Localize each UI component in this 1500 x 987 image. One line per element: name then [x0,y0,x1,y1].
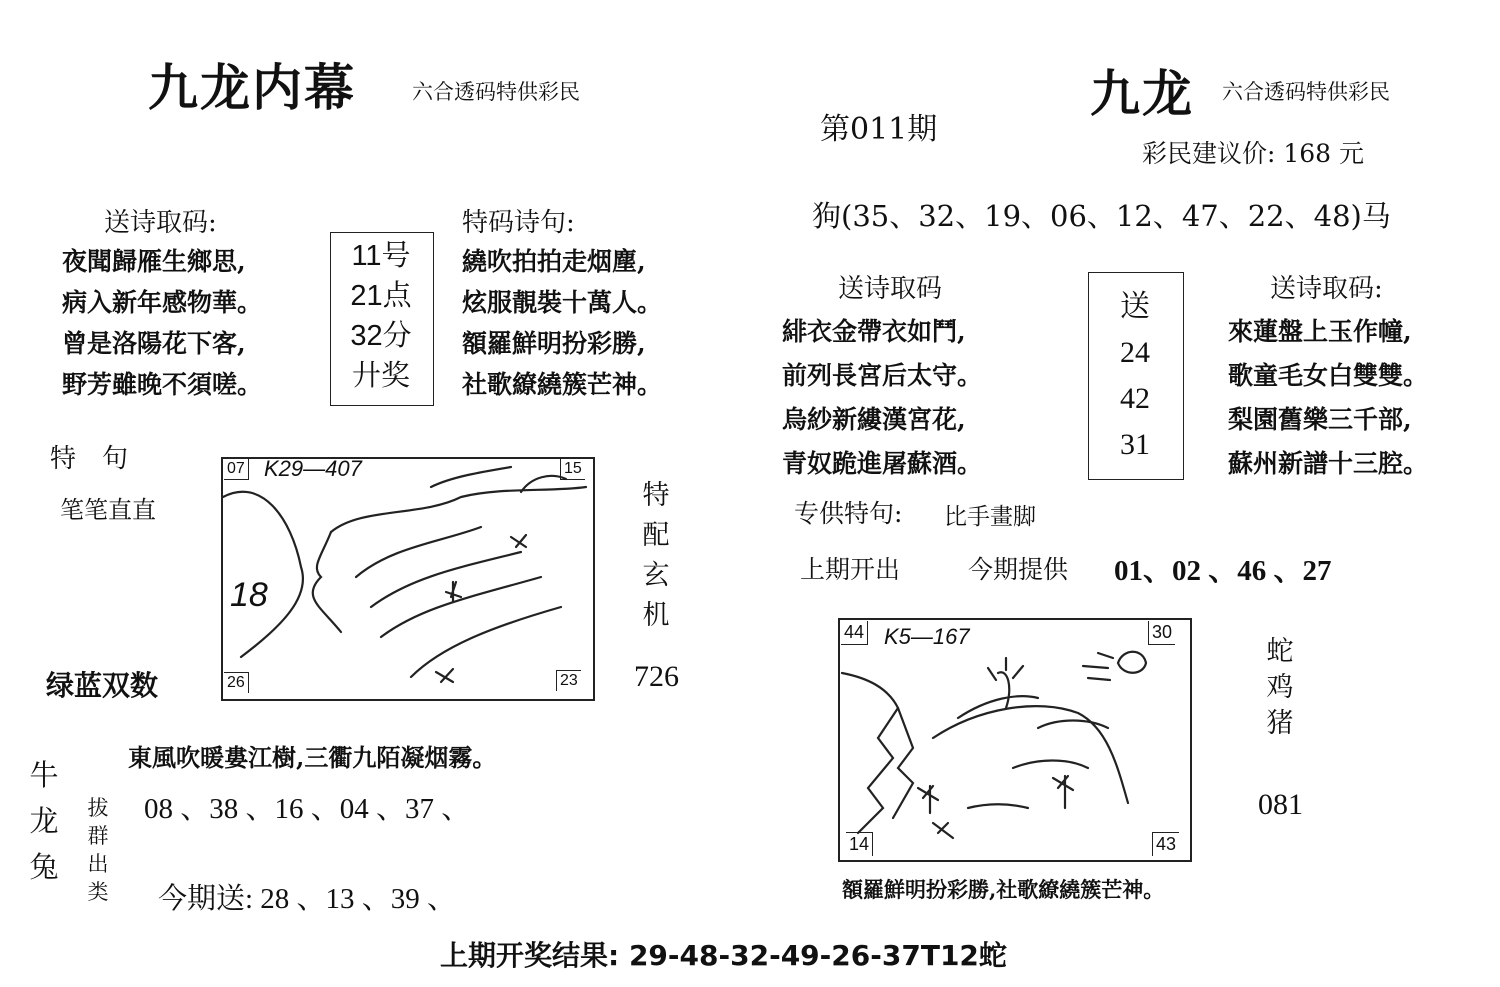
right-poem-heading-left: 送诗取码 [838,274,943,304]
sketch-corner-number: 30 [1148,621,1175,645]
sketch-corner-number: 14 [846,832,873,856]
sketch-corner-number: 15 [560,459,585,480]
baqun-vertical [78,794,118,906]
vertical-char: 猪 [1266,708,1294,739]
vertical-char: 机 [642,600,670,631]
boxed-line: 42 [1120,382,1150,415]
today-send: 今期送: 28 、13 、39 、 [158,883,457,915]
poem-line: 青奴跪進屠蘇酒。 [782,449,983,478]
sketch-corner-number: 44 [841,621,868,645]
left-numbers-line: 08 、38 、16 、04 、37 、 [144,793,471,825]
boxed-line: 送 [1120,290,1150,323]
vertical-char: 群 [87,824,109,848]
poem-line: 緋衣金帶衣如鬥, [782,317,966,346]
vertical-char: 玄 [642,560,670,591]
poem-line: 繞吹拍拍走烟塵, [462,247,646,276]
sketch-corner-number: 43 [1152,832,1179,856]
left-sketch-drawing [221,457,591,697]
right-side-number: 081 [1258,788,1303,821]
color-parity: 绿蓝双数 [46,669,159,702]
last-result: 上期开奖结果: 29-48-32-49-26-37T12蛇 [440,939,1007,972]
special-poem-heading: 特码诗句: [462,208,575,238]
right-poem-heading-right: 送诗取码: [1270,274,1383,304]
poem-line: 夜聞歸雁生鄉思, [62,247,246,276]
left-poem-heading: 送诗取码: [104,208,217,238]
boxed-line: 32分 [350,320,412,352]
vertical-char: 蛇 [1266,636,1294,667]
sketch-corner-number: 23 [556,670,581,691]
poem-line: 來蓮盤上玉作幢, [1228,317,1412,346]
sketch-corner-number: 07 [224,459,249,480]
left-side-vertical [636,476,676,636]
poem-line: 蘇州新譜十三腔。 [1228,449,1429,478]
vertical-char: 龙 [29,804,59,838]
poem-line: 野芳雖晚不須嗟。 [62,370,263,399]
special-label: 专供特句: [794,499,903,528]
sketch-scribble: K29—407 [264,456,362,481]
vertical-char: 拔 [87,796,109,820]
special-value: 比手畫脚 [944,504,1036,530]
poem-line: 曾是洛陽花下客, [62,329,246,358]
boxed-line: 11号 [351,240,411,272]
left-poem [62,241,262,405]
tejv-value: 笔笔直直 [60,496,156,524]
vertical-char: 兔 [29,850,59,884]
poem-line: 病入新年感物華。 [62,288,263,317]
vertical-char: 配 [642,520,670,551]
east-wind-line: 東風吹暖婁江樹,三衢九陌凝烟霧。 [128,743,497,772]
sketch-scribble: K5—167 [884,624,970,649]
issue-number: 第011期 [820,112,938,147]
left-subtitle: 六合透码特供彩民 [412,80,580,104]
poem-line: 前列長宮后太守。 [782,361,983,390]
right-caption: 額羅鮮明扮彩勝,社歌繚繞簇芒神。 [842,877,1165,902]
right-poem-left [782,310,982,486]
boxed-line: 廾奖 [351,360,410,392]
right-subtitle: 六合透码特供彩民 [1222,80,1390,104]
sketch-corner-number: 26 [224,672,249,693]
poem-line: 梨園舊樂三千部, [1228,405,1412,434]
vertical-char: 出 [87,852,109,876]
left-title: 九龙内幕 [148,58,356,117]
left-boxed-text [330,236,432,396]
left-zodiac-vertical [24,752,64,890]
last-period: 上期开出 [800,555,901,584]
vertical-char: 鸡 [1266,672,1294,703]
right-title: 九龙 [1090,64,1194,123]
boxed-line: 21点 [350,280,412,312]
poem-line: 額羅鮮明扮彩勝, [462,329,646,358]
zodiac-range-line: 狗(35、32、19、06、12、47、22、48)马 [812,199,1391,233]
poem-line: 社歌繚繞簇芒神。 [462,370,663,399]
poem-line: 歌童毛女白雙雙。 [1228,361,1429,390]
special-poem [462,241,662,405]
boxed-line: 31 [1120,428,1150,461]
sketch-number: 18 [230,576,268,614]
right-zodiac-vertical [1260,634,1300,742]
price: 彩民建议价: 168 元 [1142,139,1365,168]
right-boxed-text [1088,284,1182,468]
right-sketch-drawing [838,618,1188,858]
tejv-label: 特 句 [50,444,129,474]
vertical-char: 牛 [29,758,59,792]
vertical-char: 特 [642,480,670,511]
this-period-numbers: 01、02 、46 、27 [1114,555,1332,587]
vertical-char: 类 [87,880,109,904]
this-period-label: 今期提供 [968,555,1069,584]
poem-line: 烏紗新縷漢宮花, [782,405,966,434]
poem-line: 炫服靚裝十萬人。 [462,288,663,317]
right-poem-right [1228,310,1428,486]
boxed-line: 24 [1120,336,1150,369]
left-side-number: 726 [634,660,679,693]
